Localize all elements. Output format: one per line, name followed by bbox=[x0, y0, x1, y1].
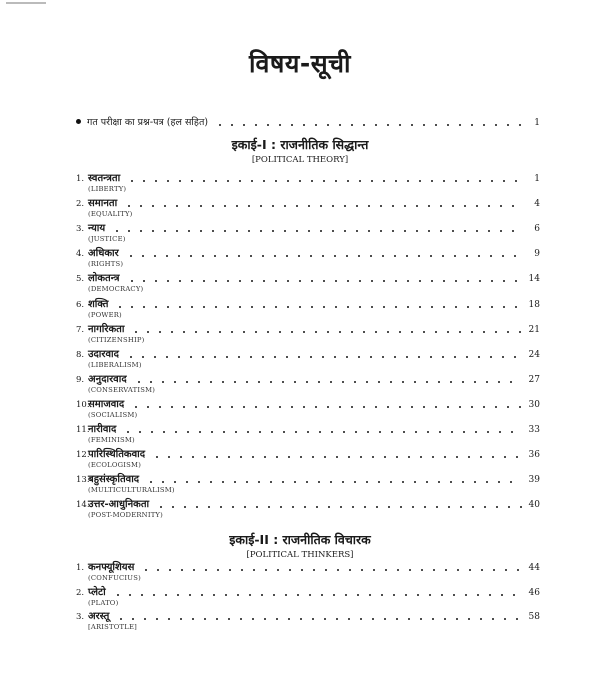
entry-title-english: (ECOLOGISM) bbox=[88, 461, 142, 470]
entry-page-number: 21 bbox=[528, 324, 540, 335]
entry-title-english: (CONFUCIUS) bbox=[88, 574, 141, 582]
entry-page-number: 58 bbox=[528, 612, 540, 622]
entry-page-number: 33 bbox=[528, 425, 540, 435]
entry-title-hindi: लोकतन्त्र bbox=[88, 273, 120, 285]
entry-title-english: (LIBERTY) bbox=[88, 185, 127, 193]
entry-number: 11. bbox=[76, 425, 90, 435]
toc-entry[interactable] bbox=[76, 609, 540, 635]
entry-line bbox=[76, 472, 540, 485]
dot-leader bbox=[155, 506, 522, 508]
entry-title-english: (POWER) bbox=[88, 310, 122, 319]
toc-entry[interactable] bbox=[76, 472, 540, 498]
entry-line bbox=[76, 397, 540, 410]
entry-page-number: 6 bbox=[534, 224, 540, 235]
scan-mark bbox=[6, 2, 46, 4]
dot-leader bbox=[111, 230, 522, 232]
entry-page-number: 14 bbox=[528, 274, 540, 285]
entry-number: 2. bbox=[76, 587, 85, 598]
entry-title-hindi: उदारवाद bbox=[88, 348, 119, 360]
dot-leader bbox=[130, 406, 522, 408]
toc-entry[interactable] bbox=[76, 560, 540, 586]
dot-leader bbox=[140, 569, 522, 571]
entry-title-hindi: समानता bbox=[88, 198, 118, 210]
entry-line bbox=[76, 560, 540, 573]
entry-number: 3. bbox=[76, 612, 85, 622]
unit-1-heading bbox=[0, 137, 600, 166]
entry-page-number: 40 bbox=[528, 500, 540, 511]
entry-line bbox=[76, 372, 540, 385]
unit-subtitle: [POLITICAL THEORY] bbox=[251, 155, 349, 165]
entry-title-english: (CONSERVATISM) bbox=[88, 385, 156, 394]
entry-line bbox=[76, 297, 540, 310]
entry-line bbox=[76, 447, 540, 460]
entry-title-hindi: स्वतन्त्रता bbox=[88, 173, 121, 184]
entry-title-hindi: पारिस्थितिकवाद bbox=[88, 449, 146, 461]
unit-title: इकाई-I : राजनीतिक सिद्धान्त bbox=[231, 137, 369, 152]
entry-number: 2. bbox=[76, 199, 85, 210]
toc-entry[interactable] bbox=[76, 246, 540, 272]
entry-title-english: (JUSTICE) bbox=[88, 235, 126, 244]
entry-title-english: (MULTICULTURALISM) bbox=[88, 486, 175, 495]
entry-page-number: 27 bbox=[528, 374, 540, 385]
entry-number: 12. bbox=[76, 450, 90, 461]
dot-leader bbox=[123, 205, 522, 207]
toc-entry[interactable] bbox=[76, 221, 540, 247]
entry-line bbox=[76, 422, 540, 435]
entry-title-english: (RIGHTS) bbox=[88, 260, 124, 269]
entry-line bbox=[76, 585, 540, 598]
dot-leader bbox=[114, 306, 522, 308]
entry-title-hindi: अनुदारवाद bbox=[88, 373, 127, 385]
entry-line bbox=[76, 246, 540, 259]
toc-entry[interactable] bbox=[76, 271, 540, 297]
entry-title-english: (CITIZENSHIP) bbox=[88, 335, 145, 344]
dot-leader bbox=[122, 431, 522, 433]
entry-title-english: (PLATO) bbox=[88, 598, 119, 607]
entry-number: 8. bbox=[76, 349, 85, 360]
toc-entry[interactable] bbox=[76, 297, 540, 323]
entry-title-hindi: उत्तर-आधुनिकता bbox=[88, 499, 150, 511]
entry-title-english: (FEMINISM) bbox=[88, 436, 135, 444]
entry-title-english: [ARISTOTLE] bbox=[88, 623, 137, 631]
bullet-icon bbox=[76, 119, 81, 124]
dot-leader bbox=[126, 180, 522, 182]
toc-entry[interactable] bbox=[76, 196, 540, 222]
entry-number: 10. bbox=[76, 399, 90, 410]
entry-title-english: (EQUALITY) bbox=[88, 210, 133, 219]
dot-leader bbox=[130, 331, 522, 333]
entry-number: 4. bbox=[76, 249, 85, 260]
entry-page-number: 30 bbox=[528, 399, 540, 410]
entry-line bbox=[76, 347, 540, 360]
entry-page-number: 1 bbox=[534, 118, 540, 128]
entry-title-english: (DEMOCRACY) bbox=[88, 285, 144, 294]
entry-title-english: (POST-MODERNITY) bbox=[88, 511, 163, 520]
entry-title-hindi: कनफ्यूशियस bbox=[88, 562, 135, 573]
entry-title-english: (SOCIALISM) bbox=[88, 410, 138, 419]
entry-number: 3. bbox=[76, 224, 85, 235]
dot-leader bbox=[125, 255, 522, 257]
toc-entry[interactable] bbox=[76, 171, 540, 197]
entry-number: 1. bbox=[76, 174, 85, 184]
entry-page-number: 39 bbox=[528, 475, 540, 486]
dot-leader bbox=[214, 124, 522, 126]
dot-leader bbox=[126, 280, 522, 282]
dot-leader bbox=[112, 594, 522, 596]
entry-title-hindi: अधिकार bbox=[88, 248, 119, 260]
previous-exam-entry[interactable] bbox=[76, 112, 540, 128]
entry-page-number: 44 bbox=[528, 563, 540, 573]
entry-title-hindi: नारीवाद bbox=[88, 424, 117, 435]
toc-entry[interactable] bbox=[76, 322, 540, 348]
unit-2-heading bbox=[0, 532, 600, 561]
entry-page-number: 46 bbox=[528, 587, 540, 598]
entry-title-hindi: न्याय bbox=[88, 223, 106, 235]
entry-line bbox=[76, 171, 540, 184]
entry-line bbox=[76, 497, 540, 510]
entry-line bbox=[76, 221, 540, 234]
dot-leader bbox=[151, 456, 522, 458]
dot-leader bbox=[115, 618, 522, 620]
entry-number: 5. bbox=[76, 274, 85, 285]
entry-title-hindi: बहुसंस्कृतिवाद bbox=[88, 474, 140, 486]
entry-line bbox=[76, 196, 540, 209]
entry-page-number: 4 bbox=[534, 199, 540, 210]
entry-title-hindi: प्लेटो bbox=[88, 586, 106, 598]
entry-number: 7. bbox=[76, 324, 85, 335]
toc-entry[interactable] bbox=[76, 372, 540, 398]
entry-line bbox=[76, 609, 540, 622]
entry-page-number: 24 bbox=[528, 349, 540, 360]
entry-title-english: (LIBERALISM) bbox=[88, 360, 142, 369]
entry-page-number: 1 bbox=[534, 174, 540, 184]
toc-entry[interactable] bbox=[76, 497, 540, 523]
entry-label: गत परीक्षा का प्रश्न-पत्र (हल सहित) bbox=[87, 117, 209, 128]
entry-number: 6. bbox=[76, 299, 85, 310]
entry-page-number: 9 bbox=[534, 249, 540, 260]
entry-title-hindi: नागरिकता bbox=[88, 323, 125, 335]
entry-number: 9. bbox=[76, 374, 85, 385]
toc-entry[interactable] bbox=[76, 347, 540, 373]
toc-entry[interactable] bbox=[76, 585, 540, 611]
entry-number: 13. bbox=[76, 475, 90, 486]
entry-title-hindi: अरस्तू bbox=[88, 611, 110, 622]
toc-entry[interactable] bbox=[76, 397, 540, 423]
entry-title-hindi: शक्ति bbox=[88, 298, 109, 310]
dot-leader bbox=[125, 356, 522, 358]
page-title: विषय-सूची bbox=[249, 49, 351, 78]
entry-title-hindi: समाजवाद bbox=[88, 398, 125, 410]
toc-entry[interactable] bbox=[76, 447, 540, 473]
dot-leader bbox=[133, 381, 522, 383]
entry-page-number: 18 bbox=[528, 299, 540, 310]
entry-number: 14. bbox=[76, 500, 90, 511]
unit-subtitle: [POLITICAL THINKERS] bbox=[246, 550, 354, 560]
entry-line bbox=[76, 322, 540, 335]
unit-title: इकाई-II : राजनीतिक विचारक bbox=[229, 532, 371, 547]
entry-page-number: 36 bbox=[528, 450, 540, 461]
entry-number: 1. bbox=[76, 563, 85, 573]
dot-leader bbox=[145, 481, 522, 483]
entry-line bbox=[76, 271, 540, 284]
toc-entry[interactable] bbox=[76, 422, 540, 448]
